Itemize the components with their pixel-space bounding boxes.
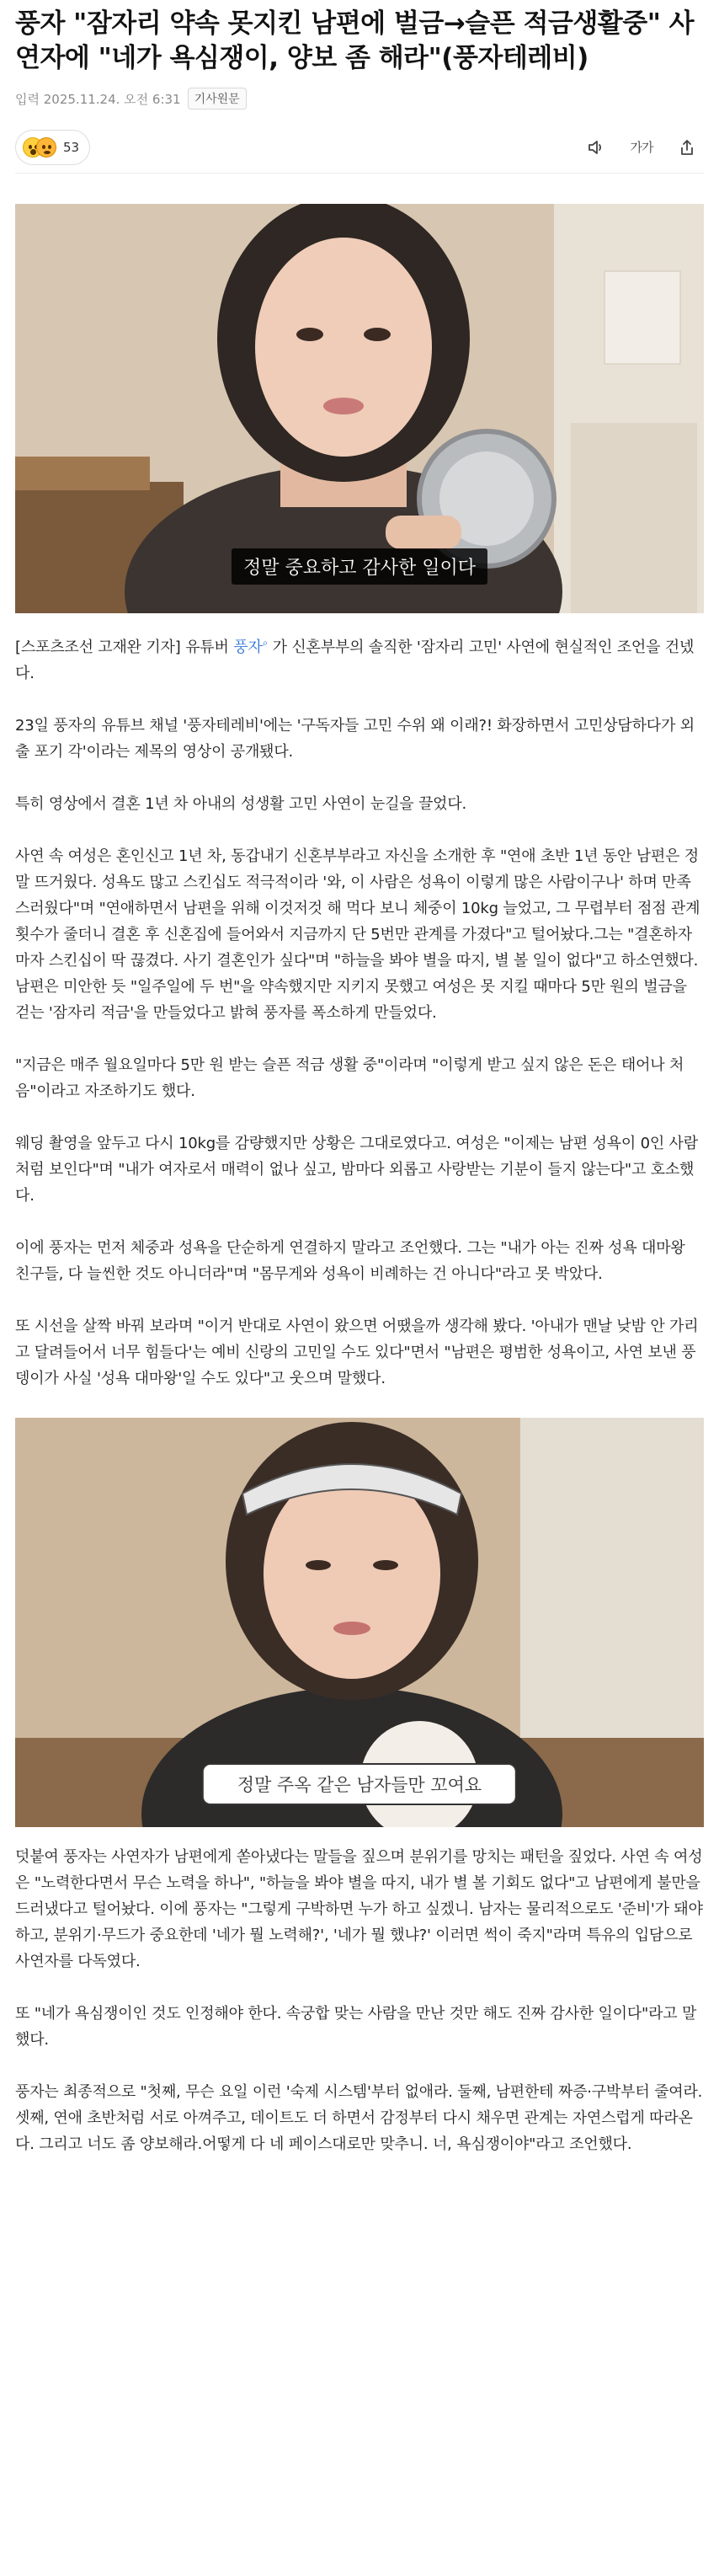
article-image-2 xyxy=(15,1418,704,1827)
paragraph: 또 시선을 살짝 바꿔 보라며 "이거 반대로 사연이 왔으면 어땠을까 생각해 봤다. '아내가 맨날 낮밤 안 가리고 달려들어서 너무 힘들다'는 예비 신랑의 고민일 수도 있다"면서 "남편은 평범한 성욕이고, 사연 보낸 풍뎅이가 사실 '성욕 대마왕'일 수도 있다"고 웃으며 말했다. xyxy=(15,1317,699,1387)
paragraph: 23일 풍자의 유튜브 채널 '풍자테레비'에는 '구독자들 고민 수위 왜 이래?! 화장하면서 고민상담하다가 외출 포기 각'이라는 제목의 영상이 공개됐다. xyxy=(15,717,695,761)
article-body-continued xyxy=(15,1844,704,2157)
reaction-count: 53 xyxy=(63,139,80,155)
share-icon[interactable] xyxy=(675,136,699,159)
article-image-1 xyxy=(15,204,704,613)
subtitle-caption: 정말 중요하고 감사한 일이다 xyxy=(232,548,487,585)
paragraph-text: 가 신혼부부의 솔직한 '잠자리 고민' 사연에 현실적인 조언을 건넸다. xyxy=(15,639,695,682)
paragraph: 또 "네가 욕심쟁이인 것도 인정해야 한다. 속궁합 맞는 사람을 만난 것만 해도 진짜 감사한 일이다"라고 말했다. xyxy=(15,2005,697,2049)
subtitle-caption: 정말 주옥 같은 남자들만 꼬여요 xyxy=(202,1763,517,1805)
article-body xyxy=(15,630,704,1392)
paragraph: 웨딩 촬영을 앞두고 다시 10kg를 감량했지만 상황은 그대로였다고. 여성은 "이제는 남편 성욕이 0인 사람처럼 보인다"며 "내가 여자로서 매력이 없나 싶고, 밤마다 외롭고 사랑받는 기분이 들지 않는다"고 호소했다. xyxy=(15,1135,698,1205)
paragraph-text: [스포츠조선 고재완 기자] 유튜버 xyxy=(15,639,234,656)
font-size-button[interactable]: 가가 xyxy=(630,140,653,155)
original-article-button[interactable]: 기사원문 xyxy=(188,88,247,110)
article-toolbar xyxy=(15,130,704,174)
paragraph: 사연 속 여성은 혼인신고 1년 차, 동갑내기 신혼부부라고 자신을 소개한 후 "연애 초반 1년 동안 남편은 정말 뜨거웠다. 성욕도 많고 스킨십도 적극적이라 '와, 이 사람은 성욕이 이렇게 많은 사람이구나' 하며 만족스러웠다"며 "연애하면서 남편을 위해 이것저것 해 먹다 보니 체중이 10kg 늘었고, 그 무렵부터 점점 관계 횟수가 줄더니 결혼 후 신혼집에 들어와서 지금까지 단 5번만 관계를 가졌다"고 털어놨다.그는 "결혼하자마자 스킨십이 딱 끊겼다. 사기 결혼인가 싶다"며 "하늘을 봐야 별을 따지, 별 볼 일이 없다"고 하소연했다.남편은 미안한 듯 "일주일에 두 번"을 약속했지만 지키지 못했고 여성은 못 지킬 때마다 5만 원의 벌금을 걷는 '잠자리 적금'을 만들었다고 밝혀 풍자를 폭소하게 만들었다. xyxy=(15,847,700,1022)
paragraph: 풍자는 최종적으로 "첫째, 무슨 요일 이런 '숙제 시스템'부터 없애라. 둘째, 남편한테 짜증·구박부터 줄여라. 셋째, 연애 초반처럼 서로 아껴주고, 데이트도 더 하면서 감정부터 다시 채우면 관계는 자연스럽게 따라온다. 그리고 너도 좀 양보해라.어떻게 다 네 페이스대로만 맞추니. 너, 욕심쟁이야"라고 조언했다. xyxy=(15,2083,703,2153)
listen-speaker-icon[interactable] xyxy=(584,136,608,159)
paragraph: 이에 풍자는 먼저 체중과 성욕을 단순하게 연결하지 말라고 조언했다. 그는 "내가 아는 진짜 성욕 대마왕 친구들, 다 늘씬한 것도 아니더라"며 "몸무게와 성욕이 비례하는 건 아니다"라고 못 박았다. xyxy=(15,1239,685,1283)
publish-date: 입력 2025.11.24. 오전 6:31 xyxy=(15,91,181,107)
paragraph: "지금은 매주 월요일마다 5만 원 받는 슬픈 적금 생활 중"이라며 "이렇게 받고 싶지 않은 돈은 태어나 처음"이라고 자조하기도 했다. xyxy=(15,1056,684,1100)
reaction-button[interactable] xyxy=(15,130,90,165)
tool-icons xyxy=(584,136,704,159)
paragraph xyxy=(15,630,704,687)
smile-emoji-icon xyxy=(36,137,56,158)
article-meta xyxy=(15,88,704,110)
paragraph: 덧붙여 풍자는 사연자가 남편에게 쏟아냈다는 말들을 짚으며 분위기를 망치는 패턴을 짚었다. 사연 속 여성은 "노력한다면서 무슨 노력을 하나", "하늘을 봐야 별을 따지, 내가 별 볼 기회도 없다"고 남편에게 불만을 드러냈다고 털어놨다. 이에 풍자는 "그렇게 구박하면 누가 하고 싶겠니. 남자는 물리적으로도 '준비'가 돼야 하고, 분위기·무드가 중요한데 '네가 뭘 노력해?', '네가 뭘 했냐?' 이러면 썩이 죽지"라며 특유의 입담으로 사연자를 다독였다. xyxy=(15,1848,703,1970)
person-tag-link[interactable]: 풍자 xyxy=(233,639,263,656)
article-headline: 풍자 "잠자리 약속 못지킨 남편에 벌금→슬픈 적금생활중" 사연자에 "네가 욕심쟁이, 양보 좀 해라"(풍자테레비) xyxy=(15,8,695,73)
paragraph: 특히 영상에서 결혼 1년 차 아내의 성생활 고민 사연이 눈길을 끌었다. xyxy=(15,795,467,813)
person-tag-search-icon[interactable]: ⌕ xyxy=(262,637,269,649)
